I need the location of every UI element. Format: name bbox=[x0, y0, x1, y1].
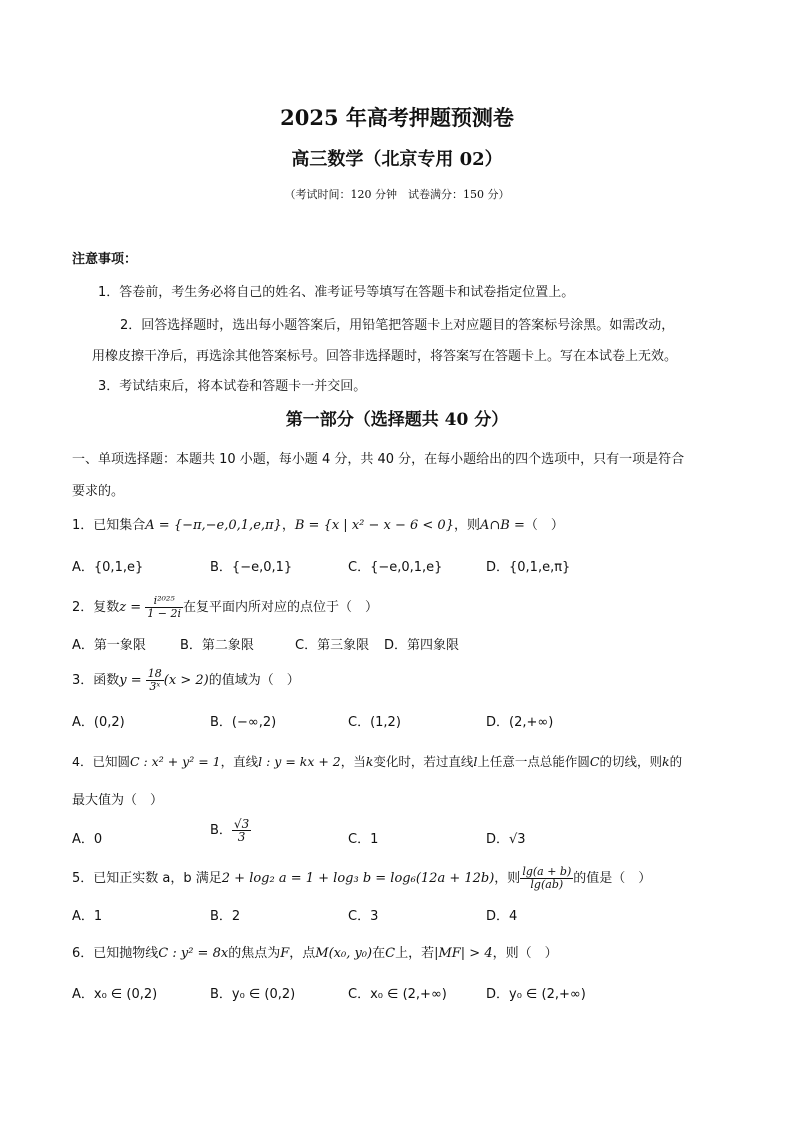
notice-item-2-line-1: 2．回答选择题时，选出每小题答案后，用铅笔把答题卡上对应题目的答案标号涂黑。如需改动， bbox=[120, 318, 675, 333]
q2-option-c: C．第三象限 bbox=[295, 638, 370, 653]
q6-option-d: D．y₀ ∈ (2,+∞) bbox=[486, 987, 586, 1002]
q4-option-c: C．1 bbox=[348, 832, 379, 847]
notice-heading: 注意事项： bbox=[72, 252, 138, 267]
q3-option-a: A．(0,2) bbox=[72, 715, 125, 730]
q1-option-c: C．{−e,0,1,e} bbox=[348, 560, 443, 575]
question-4-stem: 4．已知圆C : x² + y² = 1，直线l : y = kx + 2，当k变化时，若过直线l上任意一点总能作圆C的切线，则k的 bbox=[72, 754, 683, 769]
set-b: B = {x | x² − x − 6 < 0} bbox=[294, 518, 454, 533]
section-title: 第一部分（选择题共 40 分） bbox=[285, 410, 509, 430]
q1-option-b: B．{−e,0,1} bbox=[210, 560, 293, 575]
question-3-stem: 3．函数y = $\frac{18}{\text{3ˣ}}$ (x > 2)的值域为（ ） bbox=[72, 667, 300, 693]
q2-option-b: B．第二象限 bbox=[180, 638, 254, 653]
q3-option-d: D．(2,+∞) bbox=[486, 715, 554, 730]
q2-option-d: D．第四象限 bbox=[384, 638, 460, 653]
notice-item-3: 3．考试结束后，将本试卷和答题卡一并交回。 bbox=[98, 379, 367, 394]
q5-option-c: C．3 bbox=[348, 909, 379, 924]
q5-option-d: D．4 bbox=[486, 909, 518, 924]
q6-option-a: A．x₀ ∈ (0,2) bbox=[72, 987, 158, 1002]
fraction: $\frac{\lg(a + b)}{\lg(ab)}$ bbox=[522, 865, 572, 891]
question-1-stem: 1．已知集合A = {−π,−e,0,1,e,π}，B = {x | x² − x − 6 < 0}，则A∩B =（ ） bbox=[72, 518, 564, 533]
question-2-stem: 2．复数z = $\frac{\text{i²⁰²⁵}}{1 - 2i}$ 在复平面内所对应的点位于（ ） bbox=[72, 594, 379, 620]
q5-option-b: B．2 bbox=[210, 909, 241, 924]
question-5-stem: 5．已知正实数 a，b 满足2 + log₂ a = 1 + log₃ b = log₆(12a + 12b)，则 $\frac{\lg(a + b)}{\lg(ab)}$ 的值是（ ） bbox=[72, 865, 652, 891]
fraction: $\frac{\text{i²⁰²⁵}}{1 - 2i}$ bbox=[147, 594, 182, 620]
q3-option-c: C．(1,2) bbox=[348, 715, 401, 730]
q4-option-a: A．0 bbox=[72, 832, 103, 847]
question-6-stem: 6．已知抛物线C : y² = 8x的焦点为F，点M(x₀, y₀)在C上，若|MF| > 4，则（ ） bbox=[72, 946, 558, 961]
section-instructions-line-2: 要求的。 bbox=[72, 484, 125, 499]
page-title: 2025 年高考押题预测卷 bbox=[280, 105, 514, 130]
fraction: $\frac{√3}{3}$ bbox=[233, 817, 250, 844]
q1-option-d: D．{0,1,e,π} bbox=[486, 560, 571, 575]
page-subtitle: 高三数学（北京专用 02） bbox=[291, 149, 503, 170]
fraction: $\frac{18}{\text{3ˣ}}$ bbox=[147, 667, 162, 693]
q6-option-c: C．x₀ ∈ (2,+∞) bbox=[348, 987, 447, 1002]
set-a: A = {−π,−e,0,1,e,π} bbox=[145, 518, 282, 533]
q6-option-b: B．y₀ ∈ (0,2) bbox=[210, 987, 296, 1002]
q4-option-b: B． $\frac{√3}{3}$ bbox=[210, 817, 250, 844]
section-instructions-line-1: 一、单项选择题：本题共 10 小题，每小题 4 分，共 40 分，在每小题给出的四个选项中，只有一项是符合 bbox=[72, 452, 685, 467]
q4-option-d: D．√3 bbox=[486, 832, 526, 847]
notice-item-2-line-2: 用橡皮擦干净后，再选涂其他答案标号。回答非选择题时，将答案写在答题卡上。写在本试卷上无效。 bbox=[92, 349, 678, 364]
q2-option-a: A．第一象限 bbox=[72, 638, 146, 653]
q1-option-a: A．{0,1,e} bbox=[72, 560, 144, 575]
q5-option-a: A．1 bbox=[72, 909, 103, 924]
q3-option-b: B．(−∞,2) bbox=[210, 715, 277, 730]
notice-item-1: 1．答卷前，考生务必将自己的姓名、准考证号等填写在答题卡和试卷指定位置上。 bbox=[98, 285, 575, 300]
exam-info: （考试时间：120 分钟 试卷满分：150 分） bbox=[284, 188, 510, 201]
question-4-stem-line-2: 最大值为（ ） bbox=[72, 793, 164, 808]
